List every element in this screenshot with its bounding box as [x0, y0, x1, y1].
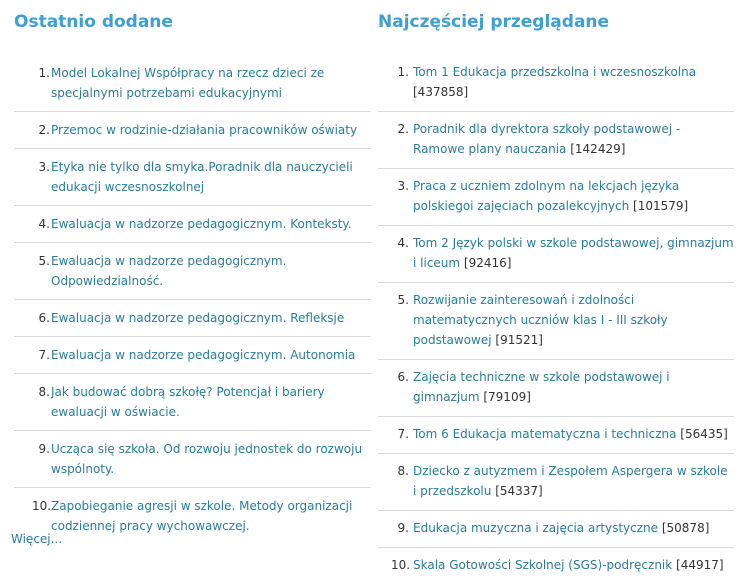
list-item: [378, 283, 734, 360]
item-text: [51, 214, 371, 234]
item-number: 8.: [38, 385, 50, 399]
list-item: [14, 55, 371, 112]
item-number: 10.: [32, 499, 52, 513]
publication-link[interactable]: Skala Gotowości Szkolnej (SGS)-podręcznik: [413, 558, 673, 572]
item-number: 1.: [397, 65, 409, 79]
item-number: 4.: [38, 217, 50, 231]
view-count: [44917]: [676, 558, 724, 572]
publication-link[interactable]: Dziecko z autyzmem i Zespołem Aspergera w szkole i przedszkolu: [413, 464, 728, 498]
most-viewed-list: [378, 55, 734, 584]
publication-link[interactable]: Ewaluacja w nadzorze pedagogicznym. Autonomia: [51, 348, 356, 362]
item-text: [413, 119, 734, 159]
list-item: [378, 417, 734, 454]
publication-link[interactable]: Tom 6 Edukacja matematyczna i techniczna: [413, 427, 677, 441]
item-number: 1.: [38, 66, 50, 80]
item-number: 4.: [397, 236, 409, 250]
item-text: [413, 62, 734, 102]
publication-link[interactable]: Przemoc w rodzinie-działania pracowników oświaty: [51, 123, 358, 137]
view-count: [50878]: [661, 521, 710, 535]
recently-added-heading: Ostatnio dodane: [14, 12, 173, 32]
more-link[interactable]: Więcej...: [11, 532, 63, 546]
item-text: [413, 424, 734, 444]
publication-link[interactable]: Zapobieganie agresji w szkole. Metody organizacji codziennej pracy wychowawczej.: [51, 499, 353, 533]
list-item: [378, 55, 734, 112]
view-count: [79109]: [483, 390, 531, 404]
publication-link[interactable]: Etyka nie tylko dla smyka.Poradnik dla nauczycieli edukacji wczesnoszkolnej: [51, 160, 353, 194]
item-text: [413, 461, 734, 501]
item-number: 8.: [397, 464, 409, 478]
item-text: [413, 367, 734, 407]
item-text: [51, 382, 371, 422]
item-number: 2.: [397, 122, 409, 136]
item-text: [51, 251, 371, 291]
publication-link[interactable]: Tom 1 Edukacja przedszkolna i wczesnoszkolna: [413, 65, 697, 79]
item-number: 3.: [397, 179, 409, 193]
view-count: [101579]: [633, 199, 689, 213]
item-number: 7.: [397, 427, 409, 441]
item-text: [51, 496, 371, 536]
item-number: 3.: [38, 160, 50, 174]
view-count: [91521]: [495, 333, 543, 347]
publication-link[interactable]: Jak budować dobrą szkołę? Potencjał i bariery ewaluacji w oświacie.: [51, 385, 325, 419]
publication-link[interactable]: Edukacja muzyczna i zajęcia artystyczne: [413, 521, 659, 535]
list-item: [14, 488, 371, 544]
item-text: [51, 345, 371, 365]
publication-link[interactable]: Model Lokalnej Współpracy na rzecz dzieci ze specjalnymi potrzebami edukacyjnymi: [51, 66, 325, 100]
list-item: [378, 548, 734, 584]
view-count: [56435]: [680, 427, 728, 441]
list-item: [14, 374, 371, 431]
item-number: 10.: [391, 558, 411, 572]
publication-link[interactable]: Praca z uczniem zdolnym na lekcjach języka polskiegoi zajęciach pozalekcyjnych: [413, 179, 680, 213]
publication-link[interactable]: Zajęcia techniczne w szkole podstawowej i gimnazjum: [413, 370, 670, 404]
item-text: [51, 120, 371, 140]
list-item: [14, 337, 371, 374]
item-text: [413, 176, 734, 216]
list-item: [378, 169, 734, 226]
view-count: [54337]: [495, 484, 543, 498]
publication-link[interactable]: Tom 2 Język polski w szkole podstawowej, gimnazjum i liceum: [413, 236, 734, 270]
item-text: [413, 233, 734, 273]
item-text: [51, 308, 371, 328]
list-item: [14, 243, 371, 300]
item-text: [413, 290, 734, 350]
recently-added-list: [14, 55, 371, 544]
list-item: [378, 511, 734, 548]
item-number: 2.: [38, 123, 50, 137]
item-text: [51, 157, 371, 197]
item-text: [413, 555, 734, 575]
view-count: [437858]: [413, 85, 469, 99]
item-number: 6.: [38, 311, 50, 325]
list-item: [14, 112, 371, 149]
publication-link[interactable]: Ewaluacja w nadzorze pedagogicznym. Konteksty.: [51, 217, 352, 231]
publication-link[interactable]: Ucząca się szkoła. Od rozwoju jednostek do rozwoju wspólnoty.: [51, 442, 363, 476]
item-text: [51, 63, 371, 103]
list-item: [14, 149, 371, 206]
item-number: 7.: [38, 348, 50, 362]
item-text: [413, 518, 734, 538]
list-item: [14, 206, 371, 243]
item-number: 6.: [397, 370, 409, 384]
publication-link[interactable]: Rozwijanie zainteresowań i zdolności matematycznych uczniów klas I - III szkoły podstawowej: [413, 293, 668, 347]
item-number: 9.: [38, 442, 50, 456]
list-item: [14, 431, 371, 488]
publication-link[interactable]: Poradnik dla dyrektora szkoły podstawowej - Ramowe plany nauczania: [413, 122, 681, 156]
list-item: [378, 360, 734, 417]
view-count: [142429]: [570, 142, 626, 156]
publication-link[interactable]: Ewaluacja w nadzorze pedagogicznym. Odpowiedzialność.: [51, 254, 287, 288]
item-number: 9.: [397, 521, 409, 535]
view-count: [92416]: [463, 256, 512, 270]
item-number: 5.: [397, 293, 409, 307]
list-item: [378, 454, 734, 511]
list-item: [378, 112, 734, 169]
list-item: [378, 226, 734, 283]
list-item: [14, 300, 371, 337]
publication-link[interactable]: Ewaluacja w nadzorze pedagogicznym. Refleksje: [51, 311, 345, 325]
most-viewed-heading: Najczęściej przeglądane: [378, 12, 610, 32]
item-text: [51, 439, 371, 479]
item-number: 5.: [38, 254, 50, 268]
